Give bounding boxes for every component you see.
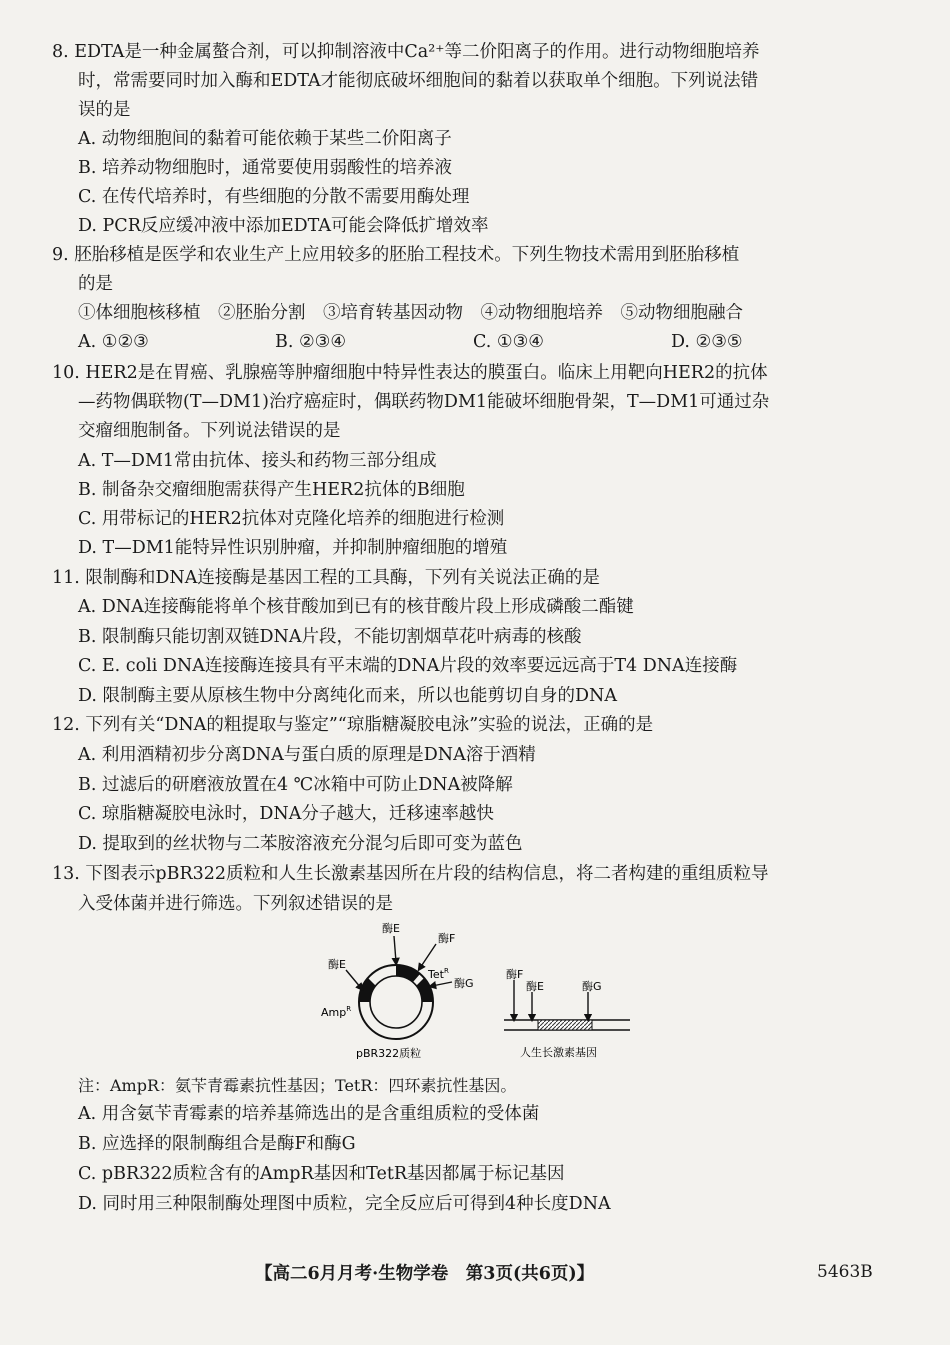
enzyme-f-arrow (420, 944, 436, 968)
q11-option-b: B. 限制酶只能切割双链DNA片段，不能切割烟草花叶病毒的核酸 (78, 627, 582, 647)
q10-option-d: D. T—DM1能特异性识别肿瘤，并抑制肿瘤细胞的增殖 (78, 538, 508, 558)
q8-option-c: C. 在传代培养时，有些细胞的分散不需要用酶处理 (78, 187, 470, 207)
q9-option-c: C. ①③④ (473, 332, 544, 352)
q11-option-d: D. 限制酶主要从原核生物中分离纯化而来，所以也能剪切自身的DNA (78, 686, 618, 706)
plasmid-diagram-svg (316, 918, 646, 1068)
plasmid-figure (316, 918, 646, 1068)
gene-label-enzyme-f: 酶F (506, 968, 524, 981)
exam-code: 5463B (817, 1262, 873, 1282)
q8-stem-line2: 时，常需要同时加入酶和EDTA才能彻底破坏细胞间的黏着以获取单个细胞。下列说法错 (78, 71, 759, 91)
q9-option-d: D. ②③⑤ (671, 332, 743, 352)
q8-option-a: A. 动物细胞间的黏着可能依赖于某些二价阳离子 (78, 129, 452, 149)
plasmid-caption: pBR322质粒 (356, 1047, 422, 1060)
gene-caption: 人生长激素基因 (520, 1046, 597, 1059)
q13-option-d: D. 同时用三种限制酶处理图中质粒，完全反应后可得到4种长度DNA (78, 1194, 611, 1214)
q10-stem-line3: 交瘤细胞制备。下列说法错误的是 (78, 421, 341, 441)
q9-option-b: B. ②③④ (275, 332, 347, 352)
q12-option-c: C. 琼脂糖凝胶电泳时，DNA分子越大，迁移速率越快 (78, 804, 494, 824)
q9-option-a: A. ①②③ (78, 332, 149, 352)
q9-stem-line1: 9. 胚胎移植是医学和农业生产上应用较多的胚胎工程技术。下列生物技术需用到胚胎移植 (52, 245, 740, 265)
q13-option-b: B. 应选择的限制酶组合是酶F和酶G (78, 1134, 356, 1154)
q11-option-a: A. DNA连接酶能将单个核苷酸加到已有的核苷酸片段上形成磷酸二酯键 (78, 597, 634, 617)
label-tet: Tet$^R$ (428, 967, 449, 981)
gene-label-enzyme-e: 酶E (526, 980, 544, 993)
label-amp: Amp$^R$ (321, 1005, 352, 1019)
label-enzyme-e-top: 酶E (382, 922, 400, 935)
enzyme-e-left-arrow (346, 970, 361, 988)
label-enzyme-e-left: 酶E (328, 958, 346, 971)
q13-note: 注：AmpR：氨苄青霉素抗性基因；TetR：四环素抗性基因。 (78, 1076, 517, 1095)
q8-stem-line3: 误的是 (78, 100, 131, 120)
q9-stem-line2: 的是 (78, 274, 113, 294)
q10-stem-line1: 10. HER2是在胃癌、乳腺癌等肿瘤细胞中特异性表达的膜蛋白。临床上用靶向HER2的抗体 (52, 363, 768, 383)
enzyme-g-arrow (432, 982, 452, 986)
q10-option-c: C. 用带标记的HER2抗体对克隆化培养的细胞进行检测 (78, 509, 505, 529)
label-enzyme-f: 酶F (438, 932, 456, 945)
q13-option-a: A. 用含氨苄青霉素的培养基筛选出的是含重组质粒的受体菌 (78, 1104, 540, 1124)
q10-stem-line2: —药物偶联物(T—DM1)治疗癌症时，偶联药物DM1能破坏细胞骨架，T—DM1可通过杂 (78, 392, 770, 412)
label-enzyme-g: 酶G (454, 977, 474, 990)
growth-hormone-gene-block (538, 1020, 592, 1030)
q12-option-d: D. 提取到的丝状物与二苯胺溶液充分混匀后即可变为蓝色 (78, 834, 523, 854)
q8-option-d: D. PCR反应缓冲液中添加EDTA可能会降低扩增效率 (78, 216, 489, 236)
q8-stem-line1: 8. EDTA是一种金属螯合剂，可以抑制溶液中Ca²⁺等二价阳离子的作用。进行动物细胞培养 (52, 42, 760, 62)
q13-option-c: C. pBR322质粒含有的AmpR基因和TetR基因都属于标记基因 (78, 1164, 565, 1184)
q10-option-b: B. 制备杂交瘤细胞需获得产生HER2抗体的B细胞 (78, 480, 465, 500)
q12-option-b: B. 过滤后的研磨液放置在4 ℃冰箱中可防止DNA被降解 (78, 775, 513, 795)
q8-option-b: B. 培养动物细胞时，通常要使用弱酸性的培养液 (78, 158, 452, 178)
q11-option-c: C. E. coli DNA连接酶连接具有平末端的DNA片段的效率要远远高于T4 DNA连接酶 (78, 656, 738, 676)
plasmid-inner-ring (370, 976, 422, 1028)
enzyme-e-top-arrow (394, 936, 396, 962)
q13-stem-line2: 入受体菌并进行筛选。下列叙述错误的是 (78, 894, 393, 914)
q11-stem: 11. 限制酶和DNA连接酶是基因工程的工具酶，下列有关说法正确的是 (52, 568, 600, 588)
page-footer: 【高二6月月考·生物学卷 第3页(共6页)】 (255, 1264, 595, 1284)
q12-option-a: A. 利用酒精初步分离DNA与蛋白质的原理是DNA溶于酒精 (78, 745, 536, 765)
q12-stem: 12. 下列有关“DNA的粗提取与鉴定”“琼脂糖凝胶电泳”实验的说法，正确的是 (52, 715, 654, 735)
gene-label-enzyme-g: 酶G (582, 980, 602, 993)
q10-option-a: A. T—DM1常由抗体、接头和药物三部分组成 (78, 451, 437, 471)
q9-items: ①体细胞核移植 ②胚胎分割 ③培育转基因动物 ④动物细胞培养 ⑤动物细胞融合 (78, 303, 743, 323)
q13-stem-line1: 13. 下图表示pBR322质粒和人生长激素基因所在片段的结构信息，将二者构建的重组质粒导 (52, 864, 769, 884)
